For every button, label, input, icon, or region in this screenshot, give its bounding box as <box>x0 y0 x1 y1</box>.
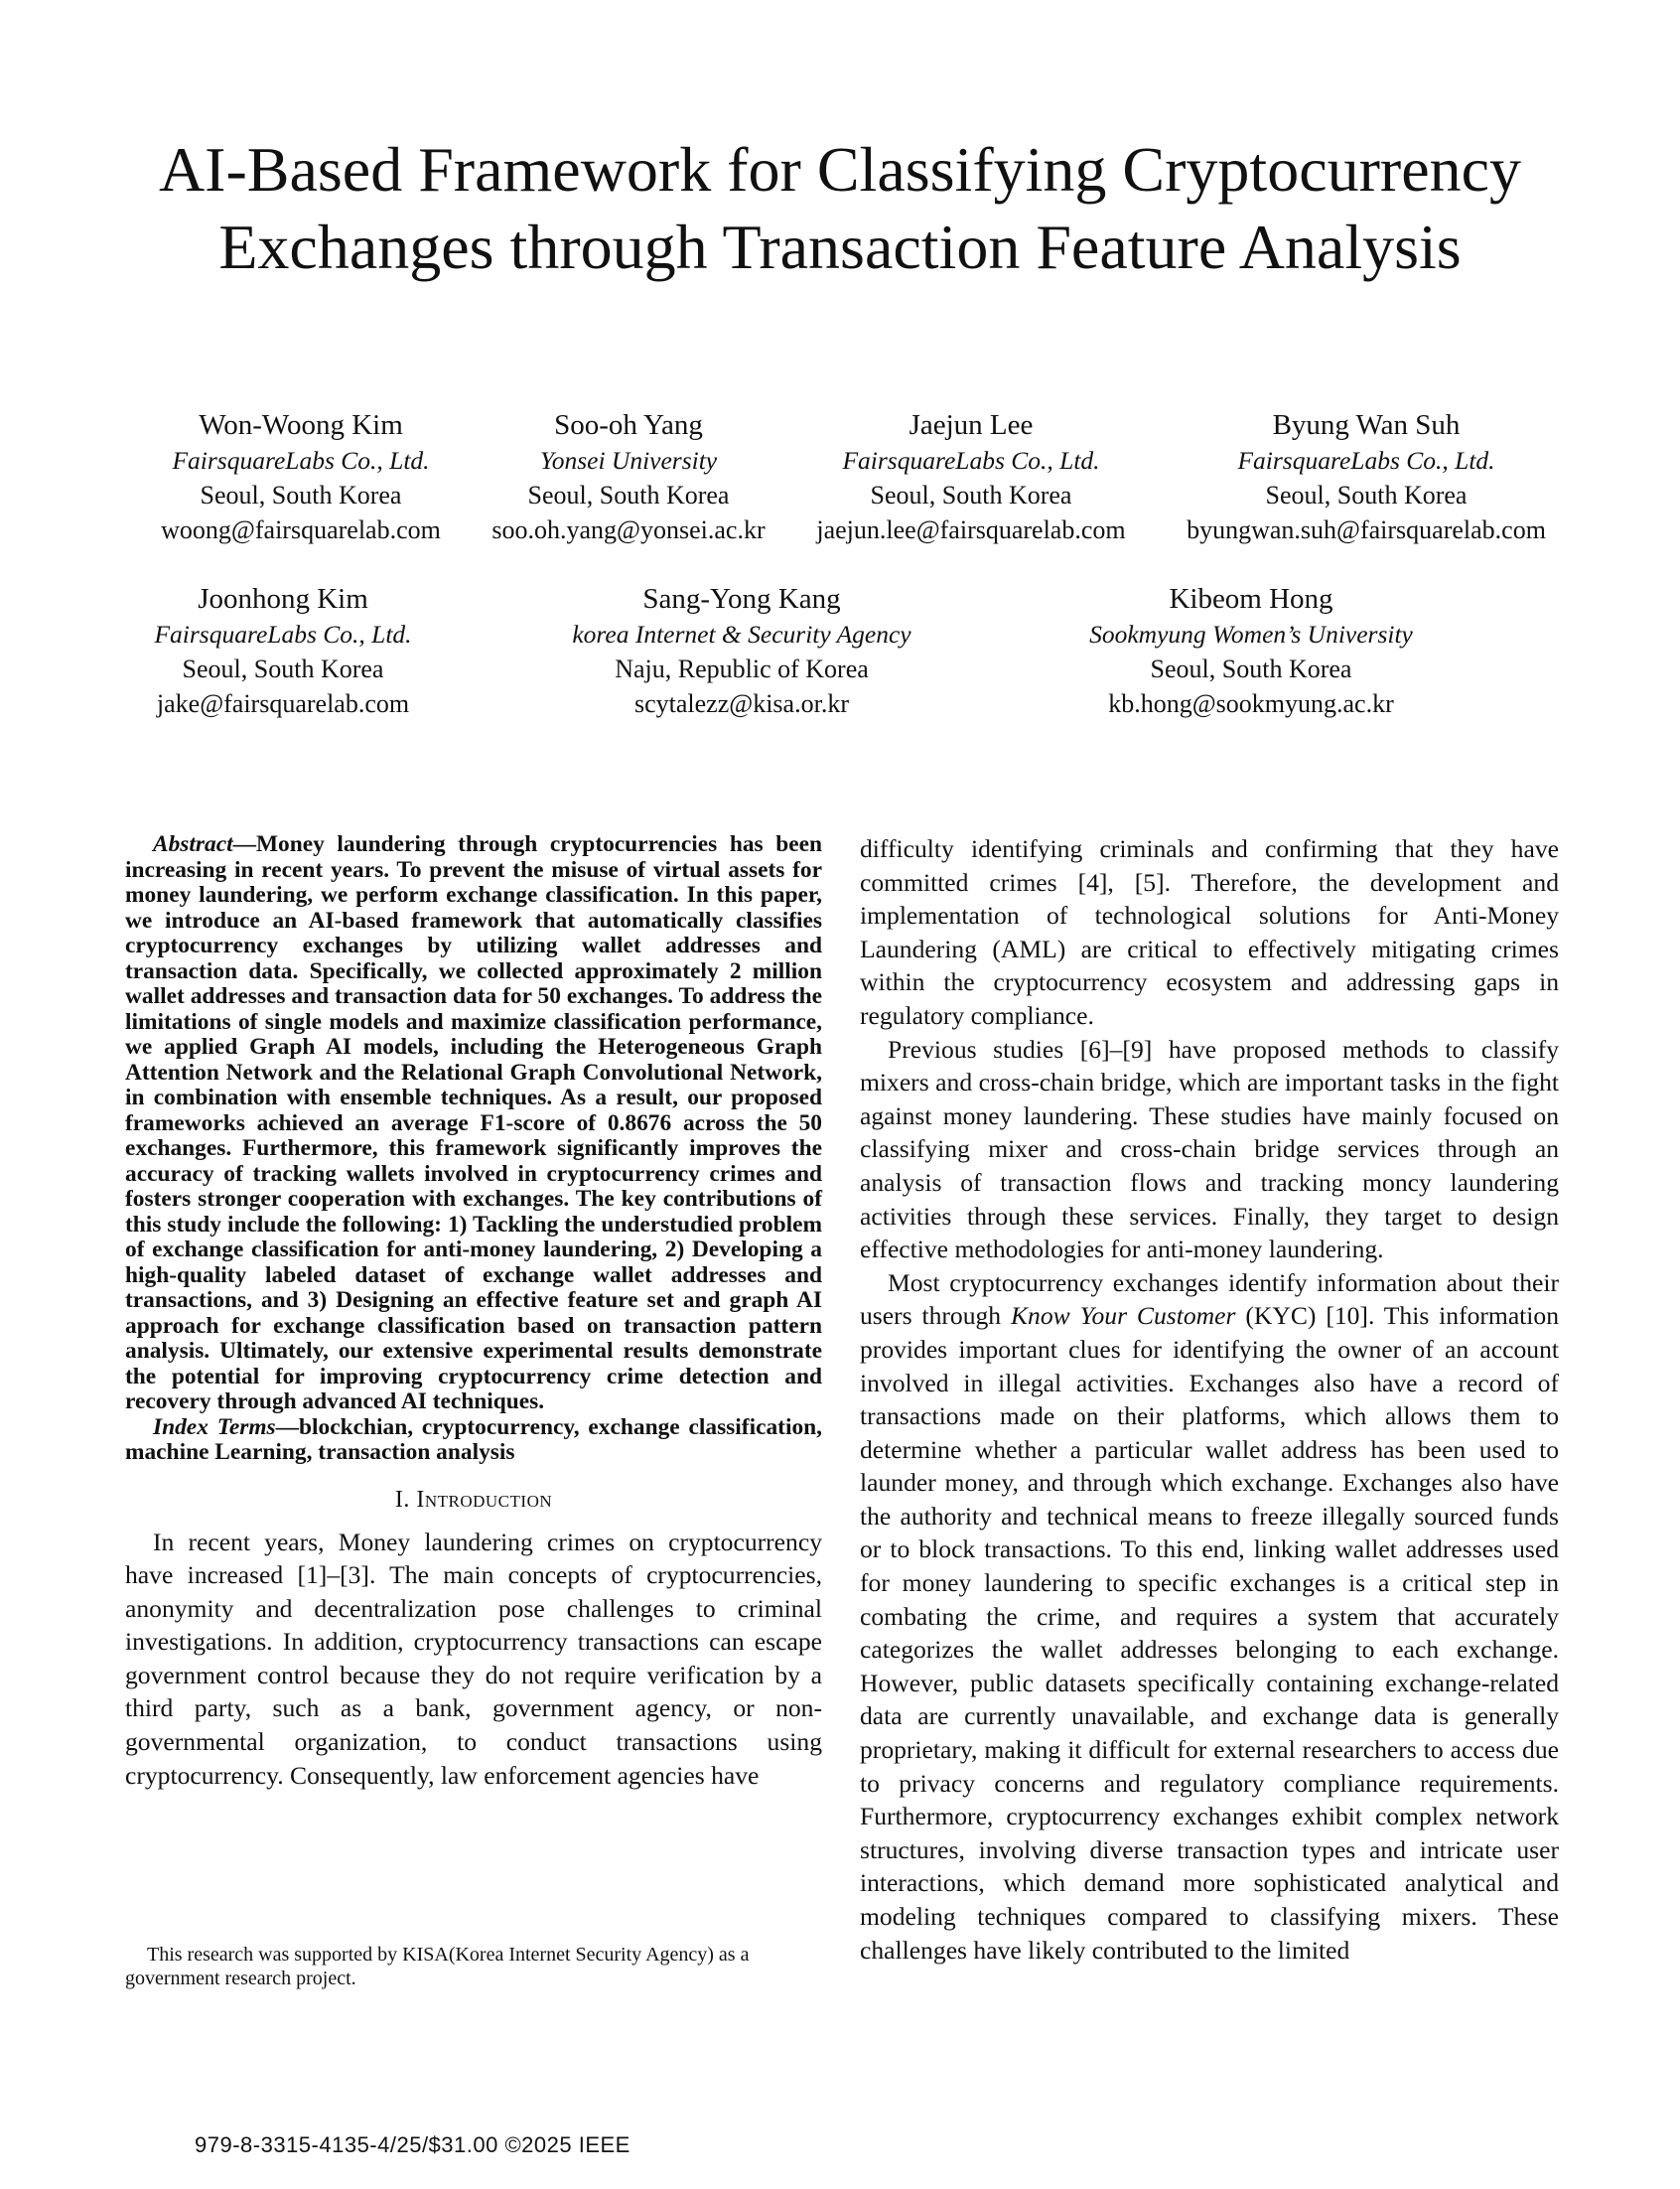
footnote <box>125 1943 822 1990</box>
author-email: kb.hong@sookmyung.ac.kr <box>1108 689 1394 718</box>
author-block <box>1168 407 1565 547</box>
author-email: scytalezz@kisa.or.kr <box>634 689 849 718</box>
author-block <box>802 407 1140 547</box>
copyright-notice: 979-8-3315-4135-4/25/$31.00 ©2025 IEEE <box>195 2132 630 2157</box>
author-email: jake@fairsquarelab.com <box>156 689 410 718</box>
intro-paragraph-3-part-a: Most cryptocurrency exchanges identify information about their users through <box>860 1267 1559 1331</box>
author-email: byungwan.suh@fairsquarelab.com <box>1187 515 1546 544</box>
author-email: jaejun.lee@fairsquarelab.com <box>816 515 1126 544</box>
left-column <box>125 832 822 1792</box>
author-affiliation: FairsquareLabs Co., Ltd. <box>842 446 1100 475</box>
abstract-lead: Abstract <box>153 831 233 857</box>
section-number: I. <box>394 1486 417 1513</box>
section-title: Introduction <box>416 1486 553 1513</box>
kyc-term: Know Your Customer <box>1010 1301 1236 1331</box>
author-location: Seoul, South Korea <box>1150 655 1352 683</box>
index-terms-text: —blockchian, cryptocurrency, exchange classification, machine Learning, transaction analysis <box>125 1413 822 1465</box>
paper-title: AI-Based Framework for Classifying Cryptocurrency Exchanges through Transaction Feature Analysis <box>158 134 1522 282</box>
author-name: Won-Woong Kim <box>199 409 403 441</box>
author-affiliation: FairsquareLabs Co., Ltd. <box>1237 446 1495 475</box>
abstract-text: —Money laundering through cryptocurrencies has been increasing in recent years. To prevent the misuse of virtual assets for money laundering, we perform exchange classification. In this paper, we introduce an AI-based framework that automatically classifies cryptocurrency exchanges by utilizing wallet addresses and transaction data. Specifically, we collected approximately 2 million wallet addresses and transaction data for 50 exchanges. To address the limitations of single models and maximize classification performance, we applied Graph AI models, including the Heterogeneous Graph Attention Network and the Relational Graph Convolutional Network, in combination with ensemble techniques. As a result, our proposed frameworks achieved an average F1-score of 0.8676 across the 50 exchanges. Furthermore, this framework significantly improves the accuracy of tracking wallets involved in cryptocurrency crimes and fosters stronger cooperation with exchanges. The key contributions of this study include the following: 1) Tackling the understudied problem of exchange classification for anti-money laundering, 2) Developing a high-quality labeled dataset of exchange wallet addresses and transactions, and 3) Designing an effective feature set and graph AI approach for exchange classification based on transaction pattern analysis. Ultimately, our extensive experimental results demonstrate the potential for improving cryptocurrency crime detection and recovery through advanced AI techniques. <box>125 831 822 1414</box>
author-affiliation: Yonsei University <box>539 446 718 475</box>
intro-paragraph-1-continued: difficulty identifying criminals and confirming that they have committed crimes [4], [5]. Therefore, the development and implementation of technological solutions for Anti-Money Laundering (AML) are critical to effectively mitigating crimes within the cryptocurrency ecosystem and addressing gaps in regulatory compliance. <box>860 834 1559 1030</box>
author-name: Sang-Yong Kang <box>642 583 841 615</box>
intro-paragraph-3 <box>860 1266 1559 1967</box>
author-name: Soo-oh Yang <box>554 409 703 441</box>
author-block <box>543 581 940 721</box>
intro-paragraph-3-part-b: (KYC) [10]. This information provides important clues for identifying the owner of an account involved in illegal activities. Exchanges also have a record of transactions made on their platforms, which allows them to determine whether a particular wallet address has been used to launder money, and through which exchange. Exchanges also have the authority and technical means to freeze illegally sourced funds or to block transactions. To this end, linking wallet addresses used for money laundering to specific exchanges is a critical step in combating the crime, and requires a system that accurately categorizes the wallet addresses belonging to each exchange. However, public datasets specifically containing exchange-related data are currently unavailable, and exchange data is generally proprietary, making it difficult for external researchers to access due to privacy concerns and regulatory compliance requirements. Furthermore, cryptocurrency exchanges exhibit complex network structures, involving diverse transaction types and intricate user interactions, which demand more sophisticated analytical and modeling techniques compared to classifying mixers. These challenges have likely contributed to the limited <box>860 1301 1559 1965</box>
author-name: Joonhong Kim <box>198 583 368 615</box>
author-email: woong@fairsquarelab.com <box>161 515 441 544</box>
author-block <box>119 581 447 721</box>
author-location: Seoul, South Korea <box>200 481 402 510</box>
author-affiliation: korea Internet & Security Agency <box>572 620 911 649</box>
author-affiliation: FairsquareLabs Co., Ltd. <box>172 446 430 475</box>
right-column <box>860 832 1559 1967</box>
footnote-text: This research was supported by KISA(Korea Internet Security Agency) as a government research project. <box>125 1944 750 1989</box>
intro-paragraph-1: In recent years, Money laundering crimes on cryptocurrency have increased [1]–[3]. The main concepts of cryptocurrencies, anonymity and decentralization pose challenges to criminal investigations. In addition, cryptocurrency transactions can escape government control because they do not require verification by a third party, such as a bank, government agency, or non-governmental organization, to conduct transactions using cryptocurrency. Consequently, law enforcement agencies have <box>125 1527 822 1790</box>
author-affiliation: FairsquareLabs Co., Ltd. <box>154 620 412 649</box>
intro-paragraph-2: Previous studies [6]–[9] have proposed methods to classify mixers and cross-chain bridge, which are important tasks in the fight against money laundering. These studies have mainly focused on classifying mixer and cross-chain bridge services through an analysis of transaction flows and tracking moncy laundering activities through these services. Finally, they target to design effective methodologies for anti-money laundering. <box>860 1034 1559 1264</box>
author-affiliation: Sookmyung Women’s University <box>1089 620 1413 649</box>
index-terms-lead: Index Terms <box>153 1413 276 1440</box>
section-heading-introduction <box>125 1484 822 1516</box>
author-location: Seoul, South Korea <box>870 481 1072 510</box>
author-name: Jaejun Lee <box>909 409 1034 441</box>
author-location: Seoul, South Korea <box>1265 481 1468 510</box>
author-block <box>117 407 485 547</box>
author-location: Naju, Republic of Korea <box>615 655 869 683</box>
author-block <box>1057 581 1445 721</box>
author-block <box>475 407 782 547</box>
author-name: Byung Wan Suh <box>1272 409 1461 441</box>
author-location: Seoul, South Korea <box>527 481 730 510</box>
author-location: Seoul, South Korea <box>182 655 384 683</box>
author-email: soo.oh.yang@yonsei.ac.kr <box>491 515 766 544</box>
author-name: Kibeom Hong <box>1169 583 1333 615</box>
index-terms <box>125 1415 822 1466</box>
abstract <box>125 832 822 1415</box>
